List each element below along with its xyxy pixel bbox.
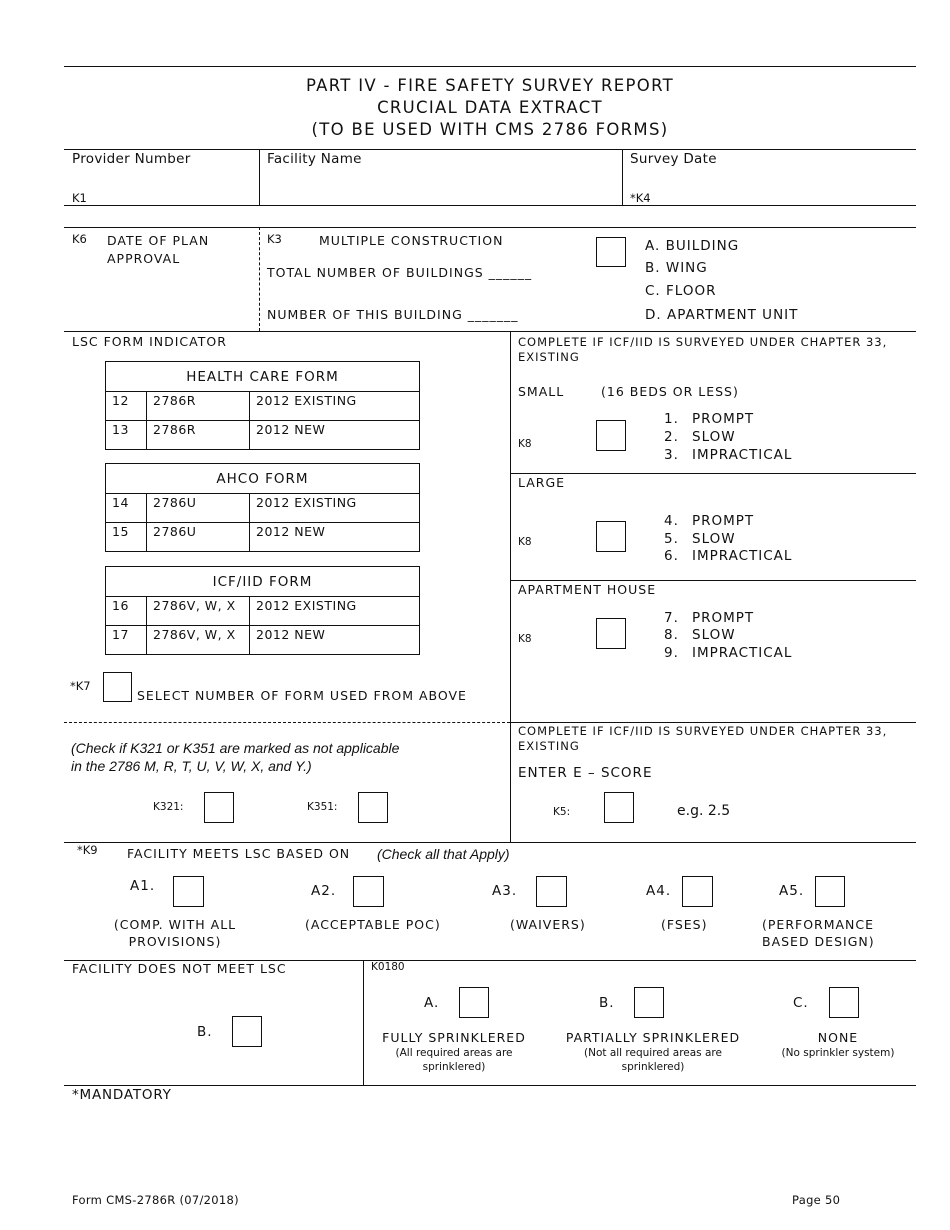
survey-date-input[interactable] (623, 170, 916, 205)
report-subtitle: CRUCIAL DATA EXTRACT (377, 98, 603, 117)
page-number: Page 50 (792, 1193, 841, 1207)
a3-checkbox[interactable] (536, 876, 567, 907)
escore-example: e.g. 2.5 (677, 803, 731, 819)
plan-approval-label-1: DATE OF PLAN (107, 233, 210, 248)
k5-code: K5: (553, 806, 571, 818)
k0180-code: K0180 (371, 961, 405, 973)
survey-code: *K4 (630, 191, 651, 205)
partially-sprinklered-checkbox[interactable] (634, 987, 664, 1018)
option-key-a1: A1. (130, 878, 156, 894)
k321-checkbox[interactable] (204, 792, 234, 823)
a1-desc-2: PROVISIONS) (128, 934, 222, 949)
icf-heading-line1: COMPLETE IF ICF/IID IS SURVEYED UNDER CHAPTER 33, (518, 335, 888, 349)
option-number: 2. (664, 429, 679, 445)
mandatory-note: *MANDATORY (72, 1087, 172, 1103)
lsc-form-indicator-label: LSC FORM INDICATOR (72, 334, 227, 349)
sprinkler-key-c: C. (793, 995, 809, 1011)
a1-checkbox[interactable] (173, 876, 204, 907)
no-sprinkler-title: NONE (817, 1030, 859, 1045)
table-row: 12 2786R 2012 EXISTING (106, 392, 420, 421)
option-number: 3. (664, 447, 679, 463)
construction-option-floor: C. FLOOR (645, 283, 717, 299)
option-number: 6. (664, 548, 679, 564)
report-usage-note: (TO BE USED WITH CMS 2786 FORMS) (311, 120, 669, 139)
escore-heading-line1: COMPLETE IF ICF/IID IS SURVEYED UNDER CHAPTER 33, (518, 724, 888, 738)
no-sprinkler-note: (No sprinkler system) (781, 1047, 895, 1059)
option-number: 4. (664, 513, 679, 529)
construction-option-building: A. BUILDING (645, 238, 740, 254)
k8-code: K8 (518, 633, 532, 645)
sprinkler-key-b: B. (599, 995, 615, 1011)
escore-label: ENTER E – SCORE (518, 765, 653, 781)
facility-name-input[interactable] (260, 170, 621, 205)
k7-form-number-box[interactable] (103, 672, 132, 702)
option-key-a2: A2. (311, 883, 337, 899)
this-building-field[interactable]: NUMBER OF THIS BUILDING _______ (267, 307, 519, 322)
provider-number-input[interactable] (64, 165, 259, 205)
total-buildings-field[interactable]: TOTAL NUMBER OF BUILDINGS ______ (267, 265, 533, 280)
a3-desc: (WAIVERS) (510, 917, 586, 932)
a4-checkbox[interactable] (682, 876, 713, 907)
escore-heading-line2: EXISTING (518, 739, 580, 753)
facility-name-label: Facility Name (267, 151, 362, 167)
k8-code: K8 (518, 536, 532, 548)
fully-sprinklered-checkbox[interactable] (459, 987, 489, 1018)
escore-input-box[interactable] (604, 792, 634, 823)
provider-number-label: Provider Number (72, 151, 191, 167)
form-title: AHCO FORM (106, 464, 420, 494)
option-prompt: PROMPT (692, 513, 755, 529)
form-title: ICF/IID FORM (106, 567, 420, 597)
partially-sprinklered-title: PARTIALLY SPRINKLERED (565, 1030, 741, 1045)
not-meet-lsc-label: FACILITY DOES NOT MEET LSC (72, 961, 287, 976)
construction-type-checkbox[interactable] (596, 237, 626, 267)
form-number: Form CMS-2786R (07/2018) (72, 1193, 239, 1207)
option-number: 8. (664, 627, 679, 643)
no-sprinkler-checkbox[interactable] (829, 987, 859, 1018)
table-row: 13 2786R 2012 NEW (106, 421, 420, 450)
small-evacuation-checkbox[interactable] (596, 420, 626, 451)
fully-sprinklered-note-1: (All required areas are (395, 1047, 513, 1059)
large-evacuation-checkbox[interactable] (596, 521, 626, 552)
na-note-line1: (Check if K321 or K351 are marked as not applicable (71, 740, 400, 756)
not-meet-lsc-checkbox[interactable] (232, 1016, 262, 1047)
option-slow: SLOW (692, 531, 736, 547)
option-impractical: IMPRACTICAL (692, 548, 793, 564)
k8-code: K8 (518, 438, 532, 450)
form-title: HEALTH CARE FORM (106, 362, 420, 392)
option-key-a3: A3. (492, 883, 518, 899)
table-row: 16 2786V, W, X 2012 EXISTING (106, 597, 420, 626)
k3-code: K3 (267, 232, 282, 246)
ahco-form-table (105, 463, 420, 552)
icf-heading-line2: EXISTING (518, 350, 580, 364)
a4-desc: (FSES) (661, 917, 708, 932)
option-slow: SLOW (692, 627, 736, 643)
option-impractical: IMPRACTICAL (692, 447, 793, 463)
apartment-evacuation-checkbox[interactable] (596, 618, 626, 649)
apartment-house-label: APARTMENT HOUSE (518, 582, 657, 597)
option-slow: SLOW (692, 429, 736, 445)
na-note-line2: in the 2786 M, R, T, U, V, W, X, and Y.) (71, 758, 312, 774)
partially-sprinklered-note-1: (Not all required areas are (584, 1047, 722, 1059)
construction-option-wing: B. WING (645, 260, 708, 276)
k7-label: SELECT NUMBER OF FORM USED FROM ABOVE (137, 688, 467, 703)
k321-label: K321: (153, 801, 184, 813)
partially-sprinklered-note-2: sprinklered) (621, 1061, 685, 1073)
table-row: 17 2786V, W, X 2012 NEW (106, 626, 420, 655)
a2-checkbox[interactable] (353, 876, 384, 907)
option-number: 9. (664, 645, 679, 661)
a1-desc-1: (COMP. WITH ALL (113, 917, 237, 932)
k6-code: K6 (72, 232, 87, 246)
option-number: 1. (664, 411, 679, 427)
sprinkler-key-a: A. (424, 995, 440, 1011)
plan-approval-label-2: APPROVAL (107, 251, 181, 266)
option-number: 5. (664, 531, 679, 547)
multiple-construction-label: MULTIPLE CONSTRUCTION (319, 233, 504, 248)
meets-lsc-note: (Check all that Apply) (377, 846, 510, 862)
report-title: PART IV - FIRE SAFETY SURVEY REPORT (305, 76, 675, 95)
icf-iid-form-table (105, 566, 420, 655)
health-care-form-table (105, 361, 420, 450)
k7-code: *K7 (70, 679, 91, 693)
plan-approval-date-input[interactable] (100, 270, 255, 325)
fully-sprinklered-note-2: sprinklered) (422, 1061, 486, 1073)
fully-sprinklered-title: FULLY SPRINKLERED (382, 1030, 526, 1045)
option-prompt: PROMPT (692, 411, 755, 427)
not-meet-key: B. (197, 1024, 213, 1040)
option-key-a5: A5. (779, 883, 805, 899)
a5-desc-2: BASED DESIGN) (762, 934, 875, 949)
small-label: SMALL (518, 384, 565, 399)
survey-date-label: Survey Date (630, 151, 717, 167)
construction-option-apartment: D. APARTMENT UNIT (645, 307, 799, 323)
provider-code: K1 (72, 191, 87, 205)
option-prompt: PROMPT (692, 610, 755, 626)
k351-label: K351: (307, 801, 338, 813)
a5-desc-1: (PERFORMANCE (762, 917, 875, 932)
option-impractical: IMPRACTICAL (692, 645, 793, 661)
table-row: 15 2786U 2012 NEW (106, 523, 420, 552)
large-label: LARGE (518, 475, 566, 490)
table-row: 14 2786U 2012 EXISTING (106, 494, 420, 523)
option-number: 7. (664, 610, 679, 626)
a2-desc: (ACCEPTABLE POC) (305, 917, 441, 932)
small-note: (16 BEDS OR LESS) (601, 384, 739, 399)
option-key-a4: A4. (646, 883, 672, 899)
a5-checkbox[interactable] (815, 876, 845, 907)
k9-code: *K9 (77, 843, 98, 857)
meets-lsc-label: FACILITY MEETS LSC BASED ON (127, 846, 351, 861)
k351-checkbox[interactable] (358, 792, 388, 823)
